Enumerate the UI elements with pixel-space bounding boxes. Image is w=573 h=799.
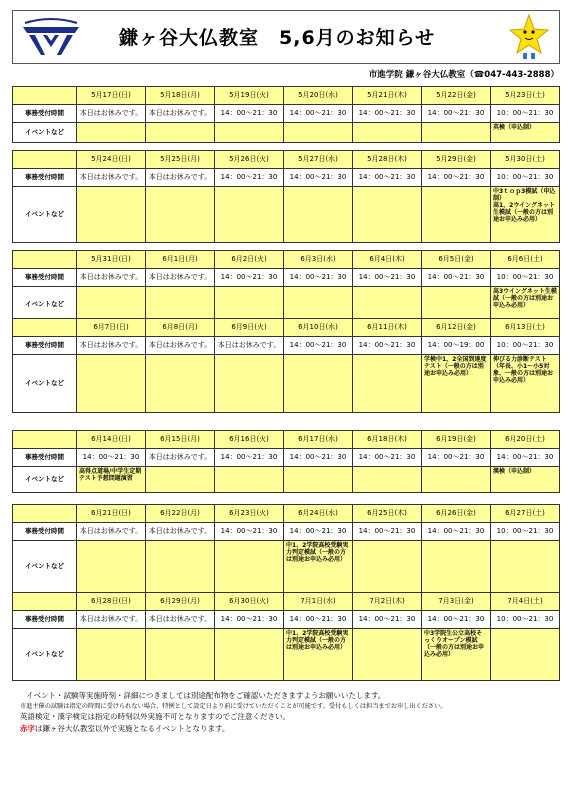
date-cell: 5月17日(日) <box>77 87 146 105</box>
date-cell: 6月5日(金) <box>422 251 491 269</box>
event-cell <box>215 467 284 493</box>
event-cell <box>353 629 422 681</box>
event-cell <box>146 355 215 413</box>
events-label: イベントなど <box>13 541 77 593</box>
events-label: イベントなど <box>13 629 77 681</box>
reception-cell: 14：00～21：30 <box>215 523 284 541</box>
date-cell: 6月4日(木) <box>353 251 422 269</box>
reception-cell: 14：00～21：30 <box>422 611 491 629</box>
reception-cell: 14：00～21：30 <box>422 269 491 287</box>
date-cell: 6月17日(水) <box>284 431 353 449</box>
reception-cell: 本日はお休みです。 <box>146 169 215 187</box>
events-label: イベントなど <box>13 187 77 243</box>
contact-info: 市進学院 鎌ヶ谷大仏教室（☎047-443-2888） <box>368 70 559 80</box>
reception-cell: 14：00～21：30 <box>215 611 284 629</box>
event-cell <box>353 187 422 243</box>
date-cell: 6月23日(火) <box>215 505 284 523</box>
reception-cell: 本日はお休みです。 <box>146 269 215 287</box>
reception-label: 事務受付時間 <box>13 169 77 187</box>
notes-section <box>20 690 560 734</box>
date-cell: 6月22日(月) <box>146 505 215 523</box>
date-cell: 6月11日(木) <box>353 319 422 337</box>
reception-cell: 14：00～21：30 <box>77 449 146 467</box>
event-cell <box>284 187 353 243</box>
reception-cell: 本日はお休みです。 <box>77 523 146 541</box>
reception-cell: 14：00～21：30 <box>353 105 422 123</box>
date-cell: 6月3日(水) <box>284 251 353 269</box>
date-cell: 6月16日(火) <box>215 431 284 449</box>
event-cell <box>353 541 422 593</box>
event-cell <box>284 467 353 493</box>
reception-cell: 本日はお休みです。 <box>77 611 146 629</box>
page-title: 鎌ヶ谷大仏教室 5,6月のお知らせ <box>119 27 436 49</box>
week-table <box>12 430 560 493</box>
event-cell <box>77 187 146 243</box>
reception-label: 事務受付時間 <box>13 269 77 287</box>
reception-cell: 14：00～21：30 <box>353 269 422 287</box>
date-cell: 5月29日(金) <box>422 151 491 169</box>
events-label: イベントなど <box>13 467 77 493</box>
event-cell <box>77 123 146 143</box>
event-cell: 高3ウイングネット生模試（一般の方は別途お申込み必用） <box>491 287 560 323</box>
date-cell: 6月1日(月) <box>146 251 215 269</box>
event-cell <box>146 187 215 243</box>
reception-row <box>13 523 560 541</box>
reception-cell: 本日はお休みです。 <box>146 105 215 123</box>
reception-cell: 14：00～21：30 <box>353 523 422 541</box>
reception-cell: 14：00～21：30 <box>422 105 491 123</box>
reception-label: 事務受付時間 <box>13 449 77 467</box>
date-row <box>13 505 560 523</box>
reception-cell: 14：00～21：30 <box>422 169 491 187</box>
date-cell: 6月2日(火) <box>215 251 284 269</box>
date-cell: 6月12日(金) <box>422 319 491 337</box>
reception-cell: 14：00～21：30 <box>284 269 353 287</box>
reception-cell: 本日はお休みです。 <box>77 105 146 123</box>
event-cell <box>215 187 284 243</box>
red-text-label: 赤字 <box>20 723 35 733</box>
date-row <box>13 151 560 169</box>
note-line-4 <box>20 723 560 735</box>
event-cell: 伸びる力診断テスト（年長、小1～小5対象、一般の方は別途お申込み必用） <box>491 355 560 413</box>
date-cell: 5月20日(水) <box>284 87 353 105</box>
event-cell <box>422 467 491 493</box>
event-cell <box>146 541 215 593</box>
date-cell: 6月13日(土) <box>491 319 560 337</box>
date-cell: 6月8日(月) <box>146 319 215 337</box>
date-cell: 5月18日(月) <box>146 87 215 105</box>
date-cell: 6月20日(土) <box>491 431 560 449</box>
reception-cell: 本日はお休みです。 <box>215 337 284 355</box>
event-cell <box>146 467 215 493</box>
reception-row <box>13 337 560 355</box>
date-cell: 5月21日(木) <box>353 87 422 105</box>
event-cell: 中3ｔｏｐ3模試（申込制） 高1、2ウイングネット生模試（一般の方は別途お申込み必用） <box>491 187 560 243</box>
event-cell <box>215 355 284 413</box>
event-cell <box>422 541 491 593</box>
date-cell: 6月25日(木) <box>353 505 422 523</box>
reception-label: 事務受付時間 <box>13 523 77 541</box>
note-line-2: 市進主催の試験は指定の時間に受けられない場合、特例として設定日より前に受けていただくことが可能です。受付もしくは担当までお申し出ください。 <box>20 702 447 710</box>
date-cell: 6月24日(水) <box>284 505 353 523</box>
date-cell: 7月4日(土) <box>491 593 560 611</box>
reception-cell: 14：00～21：30 <box>284 105 353 123</box>
date-cell: 7月2日(木) <box>353 593 422 611</box>
reception-label: 事務受付時間 <box>13 337 77 355</box>
reception-cell: 14：00～21：30 <box>215 169 284 187</box>
event-cell <box>353 467 422 493</box>
date-cell: 6月28日(日) <box>77 593 146 611</box>
reception-cell: 14：00～21：30 <box>215 105 284 123</box>
note-line-3: 英語検定・漢字検定は指定の時刻以外実施不可となりますのでご注意ください。 <box>20 712 290 722</box>
reception-row <box>13 269 560 287</box>
event-cell: 高得点道場/中学生定期テスト予想問題演習 <box>77 467 146 493</box>
event-cell <box>77 629 146 681</box>
date-cell: 6月14日(日) <box>77 431 146 449</box>
date-cell: 5月22日(金) <box>422 87 491 105</box>
event-cell: 漢検（申込制） <box>491 467 560 493</box>
events-row <box>13 355 560 413</box>
reception-cell: 本日はお休みです。 <box>77 169 146 187</box>
date-cell: 5月24日(日) <box>77 151 146 169</box>
events-row <box>13 541 560 593</box>
events-label: イベントなど <box>13 123 77 143</box>
note-line-1: イベント・試験等実施時刻・詳細につきましては別途配布物をご確認いただきますようお願いいたします。 <box>26 691 386 700</box>
date-cell: 6月30日(火) <box>215 593 284 611</box>
reception-cell: 本日はお休みです。 <box>146 337 215 355</box>
reception-cell: 14：00～21：30 <box>422 449 491 467</box>
reception-cell: 14：00～21：30 <box>215 269 284 287</box>
reception-cell: 14：00～21：30 <box>422 523 491 541</box>
reception-cell: 14：00～21：30 <box>284 337 353 355</box>
event-cell <box>353 355 422 413</box>
event-cell <box>146 123 215 143</box>
date-cell: 6月18日(木) <box>353 431 422 449</box>
date-row-corner <box>13 251 77 269</box>
reception-label: 事務受付時間 <box>13 611 77 629</box>
events-row <box>13 629 560 681</box>
date-cell: 5月27日(水) <box>284 151 353 169</box>
date-row-corner <box>13 593 77 611</box>
date-cell: 6月6日(土) <box>491 251 560 269</box>
date-cell: 7月1日(水) <box>284 593 353 611</box>
reception-cell: 14：00～21：30 <box>215 449 284 467</box>
date-cell: 6月10日(水) <box>284 319 353 337</box>
event-cell <box>215 541 284 593</box>
reception-cell: 10：00～21：30 <box>491 611 560 629</box>
events-row <box>13 467 560 493</box>
header-box <box>12 10 560 64</box>
reception-label: 事務受付時間 <box>13 105 77 123</box>
event-cell <box>146 629 215 681</box>
date-row-corner <box>13 431 77 449</box>
date-cell: 6月29日(月) <box>146 593 215 611</box>
reception-row <box>13 449 560 467</box>
reception-cell: 14：00～21：30 <box>284 449 353 467</box>
event-cell <box>284 123 353 143</box>
date-cell: 6月26日(金) <box>422 505 491 523</box>
date-row-corner <box>13 319 77 337</box>
reception-cell: 14：00～21：30 <box>353 449 422 467</box>
date-cell: 5月31日(日) <box>77 251 146 269</box>
event-cell <box>422 187 491 243</box>
events-row <box>13 187 560 243</box>
week-table <box>12 250 560 323</box>
reception-cell: 10：00～21：30 <box>491 169 560 187</box>
date-row <box>13 593 560 611</box>
reception-cell: 10：00～21：30 <box>491 337 560 355</box>
date-cell: 6月19日(金) <box>422 431 491 449</box>
events-label: イベントなど <box>13 287 77 323</box>
event-cell <box>215 629 284 681</box>
reception-cell: 14：00～21：30 <box>491 449 560 467</box>
week-table <box>12 86 560 143</box>
reception-cell: 本日はお休みです。 <box>77 269 146 287</box>
event-cell: 中1、2学院高校受験実力判定模試（一般の方は別途お申込み必用） <box>284 629 353 681</box>
date-cell: 6月21日(日) <box>77 505 146 523</box>
event-cell <box>215 123 284 143</box>
date-cell: 6月7日(日) <box>77 319 146 337</box>
reception-cell: 10：00～21：30 <box>491 105 560 123</box>
note-line-4-rest: は鎌ヶ谷大仏教室以外で実施となるイベントとなります。 <box>35 723 230 733</box>
date-row <box>13 251 560 269</box>
event-cell: 英検（申込制） <box>491 123 560 143</box>
event-cell <box>77 541 146 593</box>
reception-cell: 本日はお休みです。 <box>146 449 215 467</box>
reception-cell: 14：00～21：30 <box>284 611 353 629</box>
events-label: イベントなど <box>13 355 77 413</box>
event-cell: 学検中1、2全国到達度テスト（一般の方は別途お申込み必用） <box>422 355 491 413</box>
week-table <box>12 592 560 681</box>
date-cell: 7月3日(金) <box>422 593 491 611</box>
reception-row <box>13 105 560 123</box>
date-cell: 6月15日(月) <box>146 431 215 449</box>
reception-cell: 本日はお休みです。 <box>146 611 215 629</box>
reception-cell: 10：00～21：30 <box>491 523 560 541</box>
star-mascot-icon <box>509 13 549 61</box>
reception-cell: 14：00～21：30 <box>353 337 422 355</box>
date-cell: 6月9日(火) <box>215 319 284 337</box>
reception-cell: 本日はお休みです。 <box>77 337 146 355</box>
reception-cell: 14：00～21：30 <box>353 611 422 629</box>
date-row <box>13 87 560 105</box>
event-cell <box>491 629 560 681</box>
date-cell: 5月23日(土) <box>491 87 560 105</box>
date-cell: 6月27日(土) <box>491 505 560 523</box>
date-cell: 5月19日(火) <box>215 87 284 105</box>
date-row-corner <box>13 151 77 169</box>
date-cell: 5月26日(火) <box>215 151 284 169</box>
event-cell <box>284 355 353 413</box>
date-row <box>13 319 560 337</box>
event-cell <box>77 355 146 413</box>
date-cell: 5月30日(土) <box>491 151 560 169</box>
date-cell: 5月28日(木) <box>353 151 422 169</box>
reception-cell: 10：00～21：30 <box>491 269 560 287</box>
event-cell <box>491 541 560 593</box>
reception-cell: 14：00～21：30 <box>353 169 422 187</box>
reception-cell: 14：00～19：00 <box>422 337 491 355</box>
date-row <box>13 431 560 449</box>
reception-row <box>13 169 560 187</box>
week-table <box>12 318 560 413</box>
reception-cell: 本日はお休みです。 <box>146 523 215 541</box>
reception-cell: 14：00～21：30 <box>284 169 353 187</box>
events-row <box>13 123 560 143</box>
reception-row <box>13 611 560 629</box>
date-row-corner <box>13 87 77 105</box>
event-cell <box>353 123 422 143</box>
ichishin-logo-icon <box>21 17 81 59</box>
week-table <box>12 504 560 593</box>
event-cell: 中1、2学院高校受験実力判定模試（一般の方は別途お申込み必用） <box>284 541 353 593</box>
event-cell: 中3学院生公立高校そっくりオープン模試（一般の方は別途お申込み必用） <box>422 629 491 681</box>
week-table <box>12 150 560 243</box>
event-cell <box>422 123 491 143</box>
date-row-corner <box>13 505 77 523</box>
date-cell: 5月25日(月) <box>146 151 215 169</box>
reception-cell: 14：00～21：30 <box>284 523 353 541</box>
